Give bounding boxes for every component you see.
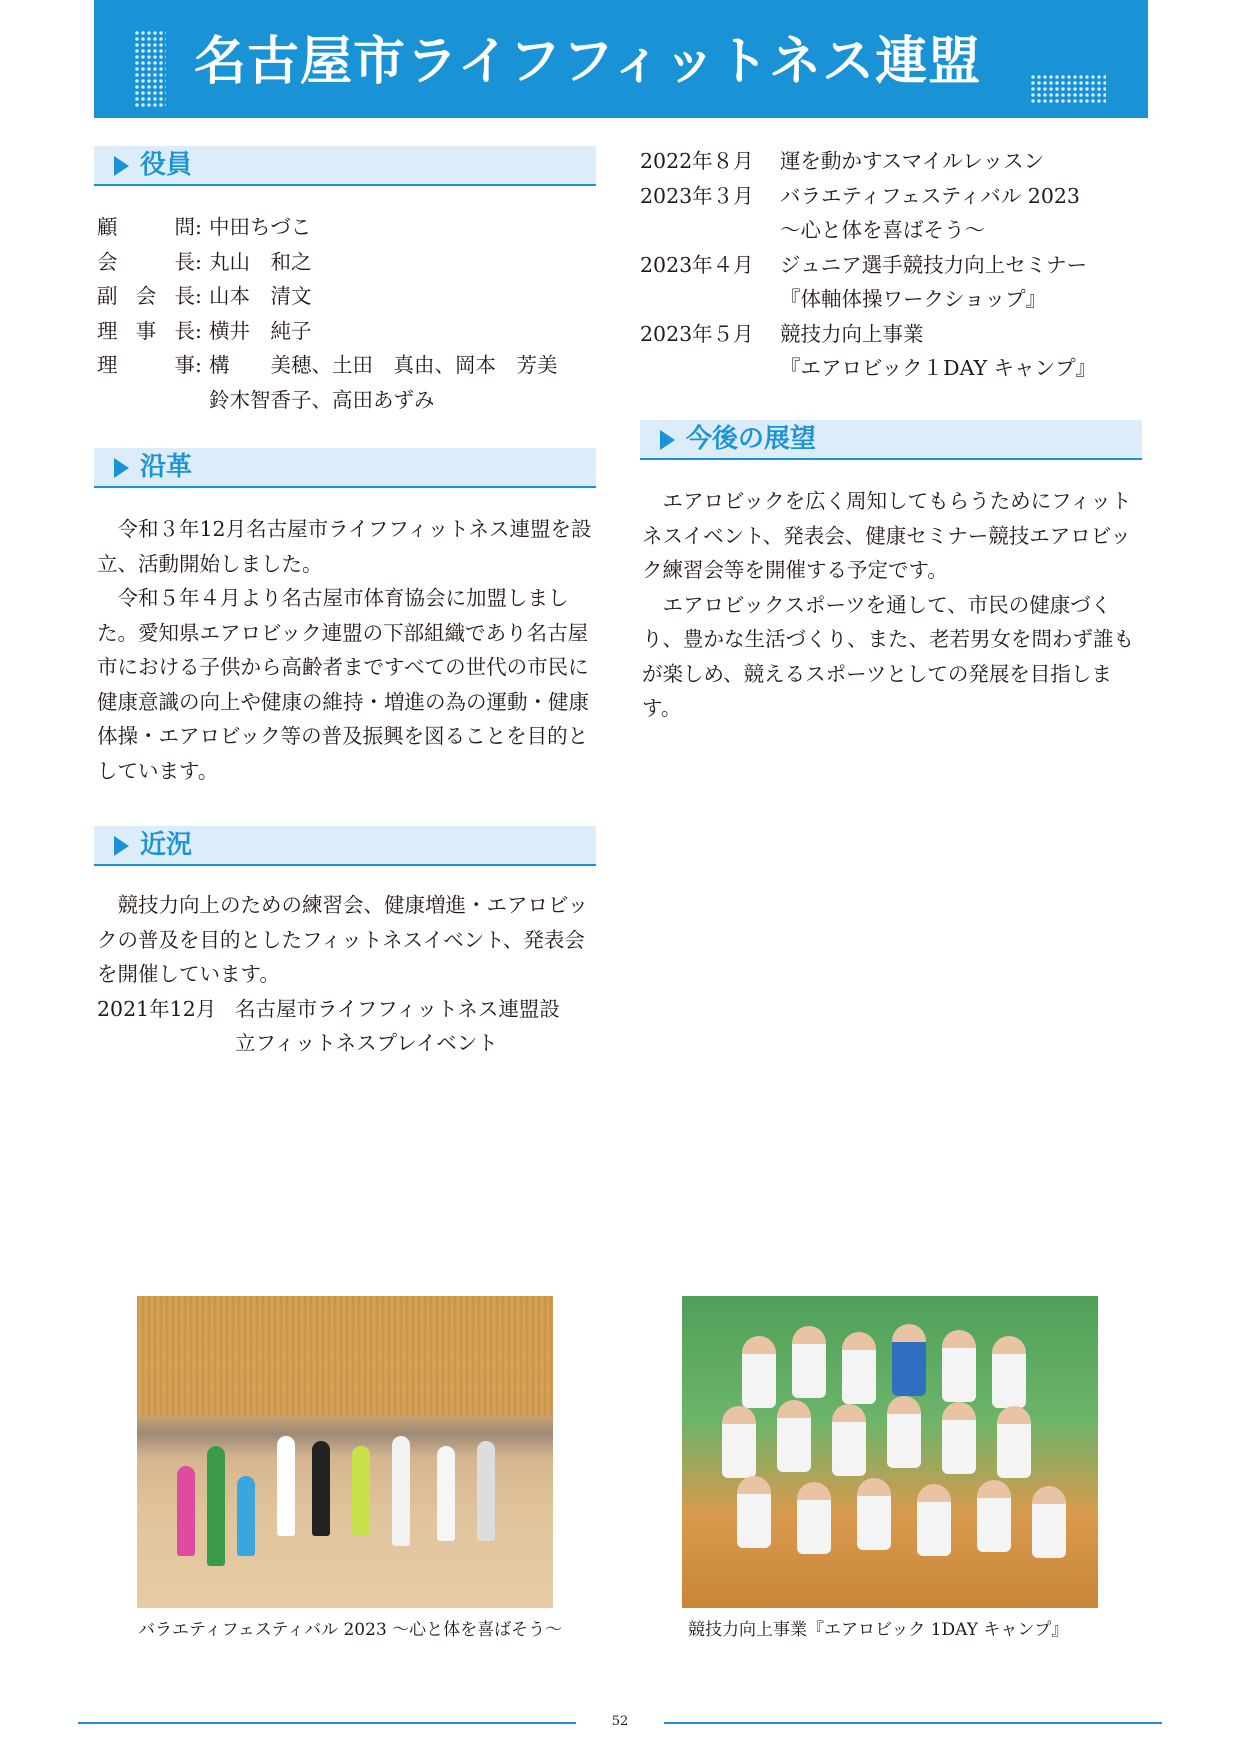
officer-row: 理 事 : 構 美穂、土田 真由、岡本 芳美 <box>97 348 617 383</box>
page-title: 名古屋市ライフフィットネス連盟 <box>194 32 982 92</box>
section-heading-label: 役員 <box>140 150 193 180</box>
officer-row-continuation <box>97 383 617 418</box>
footer-rule <box>78 1722 576 1724</box>
event-title: バラエティフェスティバル 2023 ～心と体を喜ばそう～ <box>780 183 1080 242</box>
officer-names: 鈴木智香子、高田あずみ <box>209 387 435 412</box>
officer-role: 理 事 <box>97 353 195 377</box>
event-date: 2023年５月 <box>640 321 754 346</box>
officer-names: 中田ちづこ <box>209 215 312 239</box>
dot-pattern-decoration <box>1030 74 1106 104</box>
event-row <box>640 179 1150 248</box>
officer-row: 顧 問 : 中田ちづこ <box>97 210 617 245</box>
section-heading-future <box>640 420 1142 460</box>
photo-caption-right: 競技力向上事業『エアロビック 1DAY キャンプ』 <box>688 1620 1069 1640</box>
officer-names: 山本 清文 <box>209 284 312 308</box>
triangle-bullet-icon <box>114 836 129 856</box>
triangle-bullet-icon <box>660 430 675 450</box>
triangle-bullet-icon <box>114 156 129 176</box>
triangle-bullet-icon <box>114 458 129 478</box>
paragraph: エアロビックを広く周知してもらうためにフィットネスイベント、発表会、健康セミナー競技エアロビック練習会等を開催する予定です。 <box>642 489 1132 582</box>
paragraph: 令和３年12月名古屋市ライフフィットネス連盟を設立、活動開始しました。 <box>97 517 592 576</box>
event-title: ジュニア選手競技力向上セミナー 『体軸体操ワークショップ』 <box>780 252 1088 311</box>
officer-row: 理 事 長 : 横井 純子 <box>97 314 617 349</box>
event-title: 名古屋市ライフフィットネス連盟設 立フィットネスプレイベント <box>235 996 560 1055</box>
section-heading-label: 沿革 <box>140 452 193 482</box>
officer-row: 副 会 長 : 山本 清文 <box>97 279 617 314</box>
photo-caption-left: バラエティフェスティバル 2023 ～心と体を喜ばそう～ <box>138 1620 563 1640</box>
section-heading-history <box>94 448 596 488</box>
officer-role: 会 長 <box>97 249 195 274</box>
paragraph: 競技力向上のための練習会、健康増進・エアロビックの普及を目的としたフィットネスイベント、発表会を開催しています。 <box>97 893 589 986</box>
section-heading-label: 今後の展望 <box>686 424 817 454</box>
event-row <box>640 317 1150 386</box>
title-bar <box>94 0 1148 118</box>
officer-row: 会 長 : 丸山 和之 <box>97 245 617 280</box>
recent-text <box>97 888 599 1061</box>
page-number: 52 <box>611 1714 629 1729</box>
officer-role: 顧 問 <box>97 215 195 239</box>
footer-rule <box>664 1722 1162 1724</box>
officer-role: 理 事 長 <box>97 318 195 343</box>
event-title: 運を動かすスマイルレッスン <box>780 149 1045 173</box>
dot-pattern-decoration <box>134 30 166 108</box>
paragraph: エアロビックスポーツを通して、市民の健康づくり、豊かな生活づくり、また、老若男女を問わず誰もが楽しめ、競えるスポーツとしての発展を目指します。 <box>642 592 1134 720</box>
section-heading-recent <box>94 826 596 866</box>
event-row <box>640 248 1150 317</box>
paragraph: 令和５年４月より名古屋市体育協会に加盟しました。愛知県エアロビック連盟の下部組織であり名古屋市における子供から高齢者まですべての世代の市民に健康意識の向上や健康の維持・増進の為の運動・健康体操・エアロビック等の普及振興を図ることを目的としています。 <box>97 586 589 783</box>
history-text <box>97 512 599 788</box>
section-heading-officers <box>94 146 596 186</box>
event-date: 2021年12月 <box>97 996 217 1021</box>
officer-names: 丸山 和之 <box>209 249 312 274</box>
photo-variety-festival <box>137 1296 553 1608</box>
event-date: 2022年８月 <box>640 149 754 173</box>
officer-names: 構 美穂、土田 真由、岡本 芳美 <box>209 353 558 377</box>
event-title: 競技力向上事業 『エアロビック１DAY キャンプ』 <box>780 321 1097 380</box>
photo-aerobic-camp <box>682 1296 1098 1608</box>
event-row <box>640 144 1150 179</box>
officer-role: 副 会 長 <box>97 284 195 308</box>
event-row <box>97 992 599 1061</box>
future-text <box>642 484 1144 726</box>
events-list <box>640 144 1150 386</box>
officer-names: 横井 純子 <box>209 318 312 343</box>
officers-list <box>97 210 617 417</box>
event-date: 2023年３月 <box>640 183 754 208</box>
event-date: 2023年４月 <box>640 252 754 277</box>
section-heading-label: 近況 <box>140 830 193 860</box>
